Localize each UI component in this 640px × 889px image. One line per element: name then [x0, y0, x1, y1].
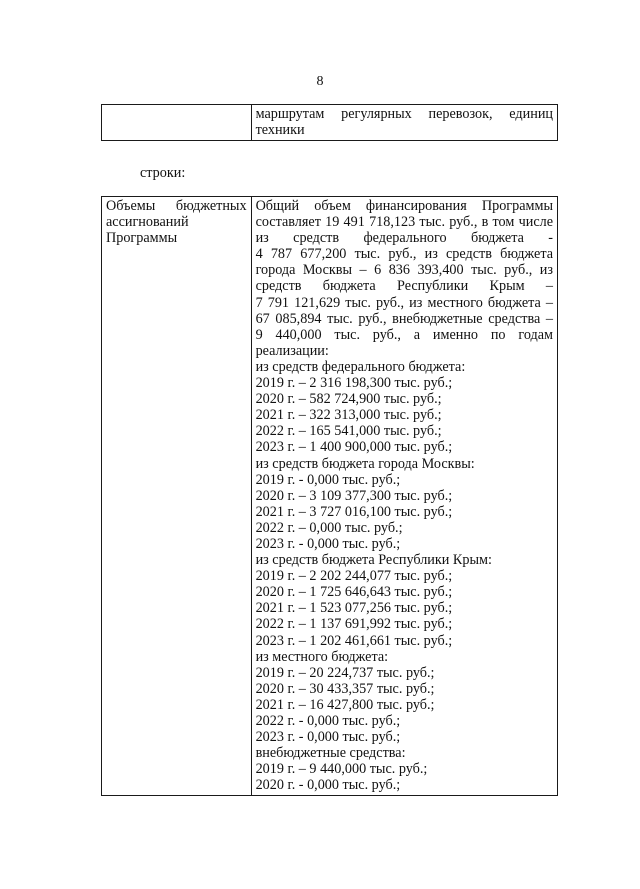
- section-heading: из средств бюджета Республики Крым:: [255, 552, 492, 569]
- budget-label-cell: [102, 197, 252, 796]
- summary-line: Общий объем финансирования Программы: [255, 198, 553, 214]
- table-row: [102, 197, 558, 796]
- summary-line: из средств федерального бюджета -: [255, 230, 553, 247]
- empty-cell: [102, 105, 252, 141]
- section-heading: из средств федерального бюджета:: [255, 358, 466, 375]
- section-heading: внебюджетные средства:: [255, 745, 406, 762]
- year-amount: 2019 г. - 0,000 тыс. руб.;: [255, 471, 401, 488]
- year-amount: 2021 г. – 1 523 077,256 тыс. руб.;: [255, 600, 453, 617]
- section-heading: из местного бюджета:: [255, 648, 389, 665]
- summary-line: 7 791 121,629 тыс. руб., из местного бюджета –: [255, 294, 553, 311]
- summary-line: 4 787 677,200 тыс. руб., из средств бюджета: [255, 246, 553, 263]
- label-line: Программы: [106, 230, 178, 247]
- year-amount: 2019 г. – 20 224,737 тыс. руб.;: [255, 664, 435, 681]
- budget-details-cell: [251, 197, 557, 796]
- summary-line: 9 440,000 тыс. руб., а именно по годам: [255, 326, 553, 343]
- year-amount: 2020 г. – 582 724,900 тыс. руб.;: [255, 391, 442, 408]
- year-amount: 2019 г. – 2 202 244,077 тыс. руб.;: [255, 568, 453, 585]
- local-budget-section: [256, 649, 553, 746]
- intro-label: строки:: [140, 165, 186, 181]
- budget-table: [101, 196, 558, 796]
- year-amount: 2019 г. – 2 316 198,300 тыс. руб.;: [255, 375, 453, 392]
- label-line: ассигнований: [106, 214, 189, 231]
- year-amount: 2023 г. – 1 202 461,661 тыс. руб.;: [255, 632, 453, 649]
- year-amount: 2020 г. – 30 433,357 тыс. руб.;: [255, 680, 435, 697]
- federal-budget-section: [256, 359, 553, 456]
- year-amount: 2021 г. – 16 427,800 тыс. руб.;: [255, 696, 435, 713]
- year-amount: 2019 г. – 9 440,000 тыс. руб.;: [255, 761, 428, 778]
- summary-line: реализации:: [255, 342, 329, 359]
- summary-line: 67 085,894 тыс. руб., внебюджетные средства –: [255, 310, 553, 327]
- table-row: [102, 105, 558, 141]
- year-amount: 2023 г. – 1 400 900,000 тыс. руб.;: [255, 439, 453, 456]
- vehicle-units-cell: [251, 105, 557, 141]
- cell-line: техники: [255, 122, 305, 139]
- year-amount: 2020 г. – 1 725 646,643 тыс. руб.;: [255, 584, 453, 601]
- year-amount: 2023 г. - 0,000 тыс. руб.;: [255, 729, 401, 746]
- continuation-table: [101, 104, 558, 141]
- cell-line: маршрутам регулярных перевозок, единиц: [255, 106, 553, 122]
- year-amount: 2020 г. - 0,000 тыс. руб.;: [255, 777, 401, 794]
- extrabudgetary-section: [256, 745, 553, 793]
- year-amount: 2022 г. – 1 137 691,992 тыс. руб.;: [255, 616, 453, 633]
- year-amount: 2021 г. – 322 313,000 тыс. руб.;: [255, 407, 442, 424]
- year-amount: 2022 г. – 0,000 тыс. руб.;: [255, 519, 403, 536]
- page-number: 8: [316, 74, 324, 89]
- crimea-budget-section: [256, 552, 553, 649]
- moscow-budget-section: [256, 456, 553, 553]
- summary-paragraph: [256, 198, 553, 359]
- label-line: Объемы бюджетных: [106, 198, 247, 214]
- year-amount: 2022 г. - 0,000 тыс. руб.;: [255, 713, 401, 729]
- summary-line: составляет 19 491 718,123 тыс. руб., в том числе: [255, 214, 553, 231]
- year-amount: 2021 г. – 3 727 016,100 тыс. руб.;: [255, 503, 453, 520]
- year-amount: 2023 г. - 0,000 тыс. руб.;: [255, 535, 401, 552]
- summary-line: города Москвы – 6 836 393,400 тыс. руб., из: [255, 262, 553, 279]
- year-amount: 2022 г. – 165 541,000 тыс. руб.;: [255, 423, 442, 440]
- year-amount: 2020 г. – 3 109 377,300 тыс. руб.;: [255, 487, 453, 504]
- summary-line: средств бюджета Республики Крым –: [255, 278, 553, 295]
- section-heading: из средств бюджета города Москвы:: [255, 455, 475, 472]
